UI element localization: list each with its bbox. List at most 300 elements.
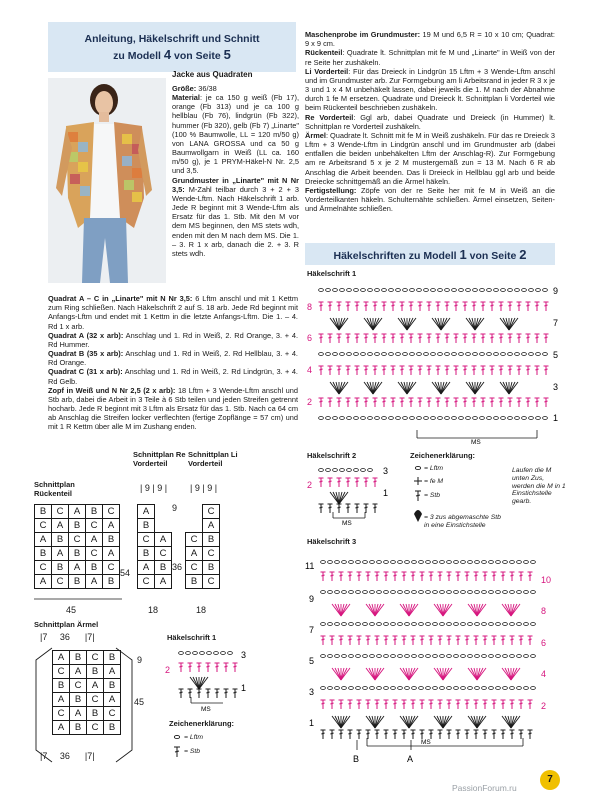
chain-stitch-mark xyxy=(510,591,515,594)
chain-stitch-mark xyxy=(335,561,340,564)
instructions-assembly-text: Maschenprobe im Grundmuster: 19 M und 6,5 R = 10 x 10 cm; Quadrat: 9 x 9 cm. Rückenteil: Quadrate lt. Schnittplan mit fe M und „Linarte" in Weiß von der re Seite her zushäkeln. Li Vorderteil: Für das Dreieck in Lindgrün 15 Lftm + 3 Wende-Lftm anschl und im Grundmuster arb. Zur Formgebung am li Arbeitsrand in jeder R 3 x je 3 und 1 x 4 M unbehäkelt lassen, dabei jeweils die 1. M nach der Abnahme durch 1 fe M ersetzen. Quadrate und Dreieck lt. Schnittplan li Vorderteil wie beim Rückenteil beschrieben zushäkeln. Re Vorderteil: Ggl arb, dabei Quadrate und Dreieck (in Hummer) lt. Schnittplan re Vorderteil zushäkeln. Ärmel: Quadrate lt. Schnitt mit fe M in Weiß zushäkeln. Für das re Dreieck 3 Lftm + 3 Wende-Lftm in Lindgrün anschl und im Grundmuster arb (dabei entfallen die beiden unbehäkelten Lftm der Anschlag-R). Zur Formgebung am re Arbeitsrand 5 x je 2 M mustergemäß zun = 13 M. Nach 6 R ab Anschlag die Arbeit beenden. Das li Dreieck in Hellblau ggl arb und beide Dreiecke schnittgemäß an die Ärmel häkeln. Fertigstellung: Zöpfe von der re Seite her mit fe M in Weiß an die Vorderteilkanten häkeln. Schulternähte schließen. Ärmel einsetzen, Seiten- und Ärmelnähte schließen. xyxy=(305,30,556,214)
chain-stitch-mark xyxy=(468,561,473,564)
chain-stitch-mark xyxy=(417,289,422,292)
chain-stitch-mark xyxy=(515,353,520,356)
chain-stitch-mark xyxy=(475,655,480,658)
diagram-1-title: Häkelschrift 1 xyxy=(307,269,357,278)
dim-9-neck: 9 xyxy=(172,503,178,513)
svg-text:7: 7 xyxy=(553,318,559,328)
chain-stitch-mark xyxy=(515,289,520,292)
grid-row xyxy=(138,561,172,575)
sleeve-assembly-grid xyxy=(52,650,121,735)
svg-text:10: 10 xyxy=(541,575,552,585)
small-legend-stb: = Stb xyxy=(184,748,201,755)
chain-stitch-mark xyxy=(375,289,380,292)
chart-3-row-labels-left xyxy=(305,561,314,728)
grid-cell: B xyxy=(53,679,70,693)
chain-stitch-mark xyxy=(368,417,373,420)
chain-stitch-mark xyxy=(356,687,361,690)
back-assembly-grid xyxy=(34,504,120,589)
chain-stitch-mark xyxy=(335,687,340,690)
grid-row xyxy=(138,575,172,589)
grid-row xyxy=(53,665,121,679)
grid-cell: C xyxy=(35,561,52,575)
chain-stitch-mark xyxy=(447,561,452,564)
chain-stitch-mark xyxy=(494,289,499,292)
chain-stitch-mark xyxy=(349,655,354,658)
grid-row xyxy=(35,547,120,561)
grid-row xyxy=(186,533,220,547)
grid-cell: C xyxy=(103,505,120,519)
instructions-squares-text: Quadrat A – C in „Linarte" mit N Nr 3,5: 6 Lftm anschl und mit 1 Kettm zum Ring schließen. Nach Häkelschrift 2 auf S. 18 arb. Jede Rd beginnt mit Anfangs-Lftm und endet mit 1 Kettm in die letzte Anfangs-Lftm. Die 1. – 4. Rd 1 x arb. Quadrat A (32 x arb): Anschlag und 1. Rd in Weiß, 2. Rd Orange, 3. + 4. Rd Hummer. Quadrat B (35 x arb): Anschlag und 1. Rd in Weiß, 2. Rd Hellblau, 3. + 4. Rd Orange. Quadrat C (31 x arb): Anschlag und 1. Rd in Weiß, 2. Rd Lindgrün, 3. + 4. Rd Gelb. Zopf in Weiß und N Nr 2,5 (2 x arb): 18 Lftm + 3 Wende-Lftm anschl und Stb arb, dabei die Arbeit in 3 Teile à 6 Stb teilen und jeden Streifen getrennt hocharb. Jede R beginnt mit 3 Lftm als Ersatz für das 1. Stb. Nach ca 64 cm ab Anschlag die Streifen locker verflechten (fertige Zopflänge = 57 cm) und mit 1 R Kettm über alle M im Zushang enden. xyxy=(48,294,299,432)
svg-text:5: 5 xyxy=(309,656,315,666)
grid-cell: C xyxy=(104,707,121,721)
chain-stitch-mark xyxy=(333,469,338,472)
svg-text:9: 9 xyxy=(309,594,315,604)
dim-sleeve-top: |7 36 |7| xyxy=(40,632,95,642)
chain-stitch-mark xyxy=(454,655,459,658)
grid-row xyxy=(53,679,121,693)
grid-cell: C xyxy=(203,547,220,561)
chain-stitch-mark xyxy=(321,561,326,564)
svg-text:3: 3 xyxy=(241,650,247,660)
chain-stitch-mark xyxy=(340,417,345,420)
chain-stitch-mark xyxy=(445,417,450,420)
chain-stitch-mark xyxy=(356,655,361,658)
chain-stitch-mark xyxy=(179,652,184,655)
legend-3zus: = 3 zus abgemaschte Stb in eine Einstichstelle xyxy=(424,514,501,529)
chain-stitch-mark xyxy=(517,687,522,690)
chain-stitch-mark xyxy=(515,417,520,420)
dim-9-li: | 9 | 9 | xyxy=(190,483,218,493)
grid-cell: B xyxy=(87,707,104,721)
chain-stitch-mark xyxy=(354,469,359,472)
chain-stitch-mark xyxy=(228,652,233,655)
chain-stitch-mark xyxy=(403,289,408,292)
chain-stitch-mark xyxy=(347,417,352,420)
chain-stitch-mark xyxy=(335,623,340,626)
grid-row xyxy=(138,519,172,533)
chain-stitch-mark xyxy=(475,561,480,564)
grid-cell: A xyxy=(104,665,121,679)
chain-stitch-mark xyxy=(207,652,212,655)
chain-stitch-mark xyxy=(461,687,466,690)
grid-row xyxy=(35,575,120,589)
chain-stitch-mark xyxy=(459,289,464,292)
chain-stitch-mark xyxy=(405,623,410,626)
svg-text:2: 2 xyxy=(165,665,171,675)
chain-stitch-mark xyxy=(412,655,417,658)
chain-stitch-mark xyxy=(384,591,389,594)
grid-cell: A xyxy=(53,721,70,735)
grid-cell: C xyxy=(53,707,70,721)
grid-row xyxy=(186,519,220,533)
svg-text:6: 6 xyxy=(541,638,547,648)
chain-stitch-mark xyxy=(354,289,359,292)
grid-row xyxy=(35,505,120,519)
chain-stitch-mark xyxy=(319,289,324,292)
header-left-line1: Anleitung, Häkelschrift und Schnitt xyxy=(84,33,260,45)
chain-stitch-mark xyxy=(473,353,478,356)
chain-stitch-mark xyxy=(433,655,438,658)
grid-cell: A xyxy=(53,693,70,707)
grid-cell: C xyxy=(87,693,104,707)
svg-text:2: 2 xyxy=(541,701,547,711)
chain-stitch-mark xyxy=(487,353,492,356)
grid-row xyxy=(53,693,121,707)
chain-stitch-mark xyxy=(440,561,445,564)
chain-stitch-mark xyxy=(496,561,501,564)
chain-stitch-mark xyxy=(361,417,366,420)
chain-stitch-mark xyxy=(354,417,359,420)
grid-cell: B xyxy=(104,721,121,735)
chain-stitch-mark xyxy=(510,687,515,690)
grid-cell: A xyxy=(53,651,70,665)
chain-stitch-mark xyxy=(496,687,501,690)
chain-stitch-mark xyxy=(489,623,494,626)
chain-stitch-mark xyxy=(370,655,375,658)
grid-cell: B xyxy=(86,505,103,519)
chain-stitch-mark xyxy=(368,469,373,472)
chain-stitch-mark xyxy=(496,623,501,626)
chain-stitch-mark xyxy=(363,591,368,594)
svg-text:3: 3 xyxy=(553,382,559,392)
chain-stitch-mark xyxy=(382,289,387,292)
svg-text:3: 3 xyxy=(383,466,389,476)
grid-cell: C xyxy=(138,533,155,547)
grid-cell: C xyxy=(186,561,203,575)
chain-stitch-mark xyxy=(405,687,410,690)
chain-stitch-mark xyxy=(503,623,508,626)
chain-stitch-mark xyxy=(440,591,445,594)
svg-text:MS: MS xyxy=(471,439,481,445)
chain-stitch-mark xyxy=(398,591,403,594)
chain-stitch-mark xyxy=(433,561,438,564)
chain-stitch-mark xyxy=(510,561,515,564)
chain-stitch-mark xyxy=(522,353,527,356)
grid-cell: B xyxy=(103,533,120,547)
page-number: 7 xyxy=(540,770,560,790)
svg-text:1: 1 xyxy=(241,683,247,693)
chain-stitch-mark xyxy=(461,591,466,594)
svg-text:4: 4 xyxy=(541,669,547,679)
chain-stitch-mark xyxy=(475,591,480,594)
chain-stitch-mark xyxy=(328,687,333,690)
chain-stitch-mark xyxy=(480,417,485,420)
svg-text:3: 3 xyxy=(309,687,315,697)
chain-stitch-mark xyxy=(543,417,548,420)
grid-row xyxy=(138,505,172,519)
grid-cell: C xyxy=(52,505,69,519)
svg-text:8: 8 xyxy=(307,302,313,312)
chain-stitch-mark xyxy=(321,655,326,658)
chain-stitch-mark xyxy=(440,623,445,626)
grid-cell: B xyxy=(70,693,87,707)
chain-stitch-mark xyxy=(370,687,375,690)
chain-stitch-mark xyxy=(405,655,410,658)
chain-stitch-mark xyxy=(438,289,443,292)
crochet-chart-1 xyxy=(305,280,565,445)
chain-stitch-mark xyxy=(426,687,431,690)
grid-cell: C xyxy=(53,665,70,679)
grid-cell: C xyxy=(35,519,52,533)
chain-stitch-mark xyxy=(433,623,438,626)
chain-stitch-mark xyxy=(361,469,366,472)
chain-stitch-mark xyxy=(398,687,403,690)
chain-stitch-mark xyxy=(473,289,478,292)
grid-cell: C xyxy=(52,575,69,589)
grid-cell: C xyxy=(86,547,103,561)
chain-stitch-mark xyxy=(347,289,352,292)
grid-cell: A xyxy=(186,547,203,561)
grid-cell: A xyxy=(86,533,103,547)
chain-stitch-mark xyxy=(536,417,541,420)
chain-stitch-mark xyxy=(412,561,417,564)
chain-stitch-mark xyxy=(454,623,459,626)
chain-stitch-mark xyxy=(524,655,529,658)
chain-stitch-mark xyxy=(475,623,480,626)
chain-stitch-mark xyxy=(342,687,347,690)
legend-note: Laufen die M unten Zus, werden die M in 1 Einstichstelle gearb. xyxy=(512,467,566,506)
chain-stitch-mark xyxy=(319,353,324,356)
chain-stitch-mark xyxy=(370,561,375,564)
svg-text:1: 1 xyxy=(553,413,559,423)
crochet-chart-3 xyxy=(305,552,570,770)
grid-cell: A xyxy=(203,519,220,533)
chain-stitch-mark xyxy=(433,591,438,594)
chain-stitch-mark xyxy=(466,353,471,356)
chain-stitch-mark xyxy=(342,623,347,626)
chain-stitch-mark xyxy=(193,652,198,655)
grid-cell: C xyxy=(186,533,203,547)
svg-text:1: 1 xyxy=(309,718,315,728)
chain-stitch-mark xyxy=(398,561,403,564)
grid-cell: B xyxy=(104,679,121,693)
grid-cell: C xyxy=(138,575,155,589)
chart-1-row-labels-left xyxy=(307,302,312,407)
grid-cell: C xyxy=(87,721,104,735)
chain-stitch-mark xyxy=(326,417,331,420)
grid-cell: A xyxy=(86,575,103,589)
chain-stitch-mark xyxy=(508,289,513,292)
chain-stitch-mark xyxy=(524,561,529,564)
sleeve-plan-title: Schnittplan Ärmel xyxy=(34,620,99,629)
chain-stitch-mark xyxy=(363,687,368,690)
chain-stitch-mark xyxy=(391,687,396,690)
grid-cell: A xyxy=(35,575,52,589)
chain-stitch-mark xyxy=(363,655,368,658)
chain-stitch-mark xyxy=(410,353,415,356)
chain-stitch-mark xyxy=(529,353,534,356)
chain-stitch-mark xyxy=(438,353,443,356)
legend-fem: = fe M xyxy=(424,478,444,485)
chain-stitch-mark xyxy=(426,623,431,626)
legend-symbols xyxy=(410,464,432,544)
chain-stitch-mark xyxy=(349,591,354,594)
chain-stitch-mark xyxy=(214,652,219,655)
diagram-2-title: Häkelschrift 2 xyxy=(307,451,357,460)
chain-stitch-mark xyxy=(445,353,450,356)
chain-stitch-mark xyxy=(543,289,548,292)
chain-stitch-mark xyxy=(361,353,366,356)
chain-stitch-mark xyxy=(319,417,324,420)
svg-text:9: 9 xyxy=(553,286,559,296)
grid-cell: C xyxy=(155,547,172,561)
chain-stitch-mark xyxy=(466,289,471,292)
chain-stitch-mark xyxy=(468,687,473,690)
chain-stitch-mark xyxy=(342,591,347,594)
back-plan-title: Schnittplan Rückenteil xyxy=(34,480,75,498)
chain-stitch-mark xyxy=(375,353,380,356)
chain-stitch-mark xyxy=(461,655,466,658)
chain-stitch-mark xyxy=(517,655,522,658)
chain-stitch-mark xyxy=(431,417,436,420)
grid-cell: B xyxy=(69,575,86,589)
chain-stitch-mark xyxy=(461,561,466,564)
chain-stitch-mark xyxy=(501,353,506,356)
grid-cell: B xyxy=(87,665,104,679)
chain-stitch-mark xyxy=(326,289,331,292)
chain-stitch-mark xyxy=(531,687,536,690)
chart-1-row-labels-right xyxy=(553,286,558,423)
grid-cell: B xyxy=(103,575,120,589)
chain-stitch-mark xyxy=(468,623,473,626)
chain-stitch-mark xyxy=(501,289,506,292)
chain-stitch-mark xyxy=(461,623,466,626)
grid-cell: C xyxy=(70,679,87,693)
grid-cell: B xyxy=(69,519,86,533)
grid-cell: B xyxy=(104,651,121,665)
grid-row xyxy=(138,533,172,547)
chain-stitch-mark xyxy=(389,353,394,356)
chain-stitch-mark xyxy=(487,417,492,420)
svg-text:7: 7 xyxy=(309,625,315,635)
chain-stitch-mark xyxy=(447,687,452,690)
grid-cell: C xyxy=(203,505,220,519)
dim-9-sleeve: 9 xyxy=(137,655,143,665)
chain-stitch-mark xyxy=(389,289,394,292)
grid-cell: B xyxy=(35,505,52,519)
chain-stitch-mark xyxy=(410,289,415,292)
grid-cell: B xyxy=(138,519,155,533)
grid-cell: B xyxy=(155,561,172,575)
chain-stitch-mark xyxy=(382,353,387,356)
chain-stitch-mark xyxy=(389,417,394,420)
chain-stitch-mark xyxy=(503,655,508,658)
chain-stitch-mark xyxy=(363,623,368,626)
chain-stitch-mark xyxy=(375,417,380,420)
grid-cell: B xyxy=(203,561,220,575)
chain-stitch-mark xyxy=(377,687,382,690)
chain-stitch-mark xyxy=(517,591,522,594)
dim-18-li: 18 xyxy=(196,605,207,615)
right-front-assembly-grid xyxy=(137,504,172,589)
chain-stitch-mark xyxy=(403,417,408,420)
chain-stitch-mark xyxy=(531,561,536,564)
chain-stitch-mark xyxy=(321,687,326,690)
grid-cell: A xyxy=(87,679,104,693)
chain-stitch-mark xyxy=(347,353,352,356)
chain-stitch-mark xyxy=(480,353,485,356)
chain-stitch-mark xyxy=(419,623,424,626)
chain-stitch-mark xyxy=(356,561,361,564)
grid-cell: C xyxy=(86,519,103,533)
header-model-1: Häkelschriften zu Modell 1 von Seite 2 xyxy=(305,243,555,265)
chain-stitch-mark xyxy=(536,289,541,292)
chain-stitch-mark xyxy=(543,353,548,356)
chain-stitch-mark xyxy=(431,353,436,356)
chain-stitch-mark xyxy=(466,417,471,420)
chain-stitch-mark xyxy=(489,687,494,690)
chain-stitch-mark xyxy=(494,417,499,420)
grid-cell: B xyxy=(70,651,87,665)
grid-cell: A xyxy=(155,575,172,589)
chain-stitch-mark xyxy=(522,417,527,420)
chain-stitch-mark xyxy=(426,591,431,594)
chain-stitch-mark xyxy=(468,591,473,594)
chain-stitch-mark xyxy=(398,655,403,658)
chain-stitch-mark xyxy=(368,353,373,356)
chain-stitch-mark xyxy=(200,652,205,655)
chain-stitch-mark xyxy=(517,561,522,564)
svg-text:8: 8 xyxy=(541,606,547,616)
grid-cell xyxy=(186,505,203,519)
chain-stitch-mark xyxy=(354,353,359,356)
grid-cell xyxy=(155,519,172,533)
chain-stitch-mark xyxy=(489,591,494,594)
grid-cell: A xyxy=(155,533,172,547)
chain-stitch-mark xyxy=(452,353,457,356)
model-photo xyxy=(48,78,166,283)
legend-title: Zeichenerklärung: xyxy=(410,451,476,460)
grid-cell: B xyxy=(86,561,103,575)
chain-stitch-mark xyxy=(529,289,534,292)
dim-54: 54 xyxy=(120,568,131,578)
chain-stitch-mark xyxy=(391,623,396,626)
chain-stitch-mark xyxy=(370,591,375,594)
grid-cell: A xyxy=(138,561,155,575)
chain-stitch-mark xyxy=(489,655,494,658)
chain-stitch-mark xyxy=(391,655,396,658)
grid-row xyxy=(186,575,220,589)
grid-row xyxy=(35,533,120,547)
chain-stitch-mark xyxy=(368,289,373,292)
chain-stitch-mark xyxy=(496,591,501,594)
chain-stitch-mark xyxy=(326,353,331,356)
grid-cell: A xyxy=(69,505,86,519)
dim-9-re: | 9 | 9 | xyxy=(140,483,168,493)
chain-stitch-mark xyxy=(419,561,424,564)
chain-stitch-mark xyxy=(356,623,361,626)
grid-cell: A xyxy=(103,519,120,533)
watermark: PassionForum.ru xyxy=(452,783,517,793)
small-legend-title: Zeichenerklärung: xyxy=(169,719,235,728)
chain-stitch-mark xyxy=(454,561,459,564)
grid-cell xyxy=(155,505,172,519)
chain-stitch-mark xyxy=(482,561,487,564)
svg-text:4: 4 xyxy=(307,365,313,375)
diagram-3-title: Häkelschrift 3 xyxy=(307,537,357,546)
grid-cell: B xyxy=(35,547,52,561)
chain-stitch-mark xyxy=(356,591,361,594)
chain-stitch-mark xyxy=(531,655,536,658)
chain-stitch-mark xyxy=(447,623,452,626)
svg-text:5: 5 xyxy=(553,350,559,360)
svg-text:2: 2 xyxy=(307,397,313,407)
grid-cell: A xyxy=(52,547,69,561)
chain-stitch-mark xyxy=(405,591,410,594)
chain-stitch-mark xyxy=(405,561,410,564)
